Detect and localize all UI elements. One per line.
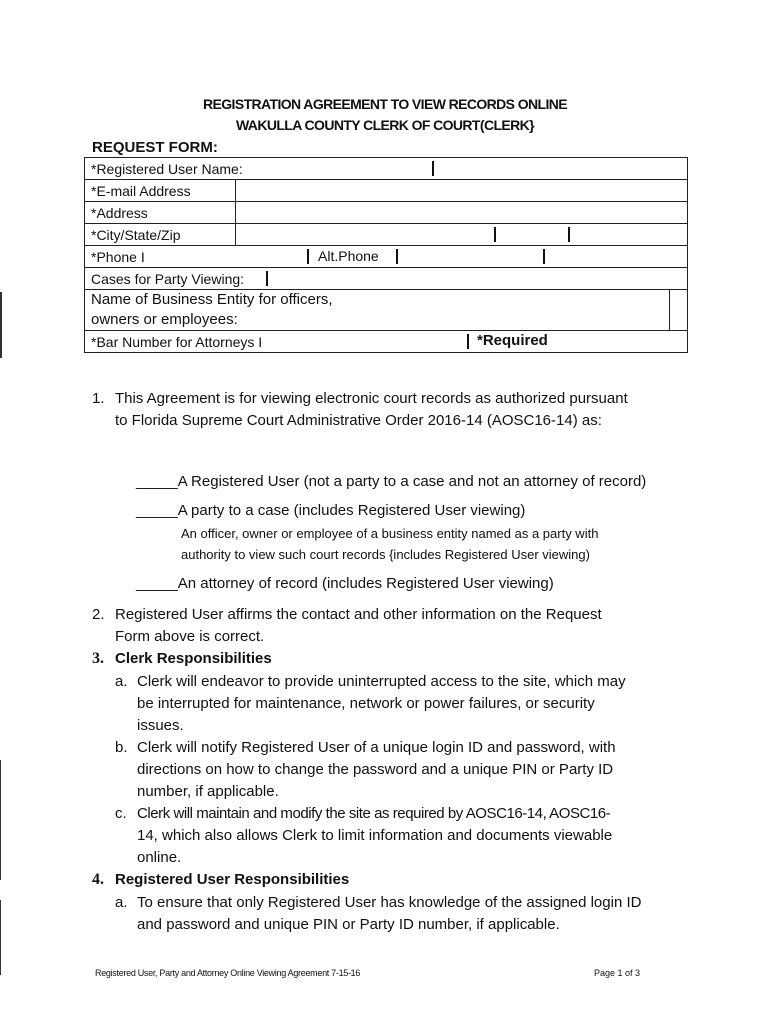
section3-number: 3. <box>92 650 104 667</box>
margin-mark <box>0 292 2 358</box>
field-separator <box>396 249 398 264</box>
address-label: *Address <box>91 204 148 221</box>
option-registered-user: _____A Registered User (not a party to a case and not an attorney of record) <box>136 473 647 490</box>
footer-page-number: Page 1 of 3 <box>594 968 641 978</box>
city-state-zip-label: *City/State/Zip <box>91 226 181 243</box>
phone-label: *Phone I <box>91 248 145 265</box>
field-separator <box>543 249 545 264</box>
section3-a-line2: be interrupted for maintenance, network or power failures, or security <box>137 695 595 712</box>
section3-a-line3: issues. <box>137 717 184 734</box>
user-name-label: *Registered User Name: <box>91 160 243 177</box>
section4-a-line1: To ensure that only Registered User has knowledge of the assigned login ID <box>137 894 642 911</box>
business-field[interactable] <box>670 290 688 331</box>
address-label-cell <box>85 202 236 224</box>
footer-document-name: Registered User, Party and Attorney Online Viewing Agreement 7-15-16 <box>95 968 361 978</box>
cases-row[interactable] <box>85 268 688 290</box>
field-separator <box>568 227 570 242</box>
address-field[interactable] <box>236 202 688 224</box>
section3-b-line1: Clerk will notify Registered User of a unique login ID and password, with <box>137 739 616 756</box>
email-label: *E-mail Address <box>91 182 191 199</box>
section3-c-label: c. <box>115 805 127 822</box>
section3-a-line1: Clerk will endeavor to provide uninterrupted access to the site, which may <box>137 673 626 690</box>
section4-heading: Registered User Responsibilities <box>115 871 350 888</box>
alt-phone-label: Alt.Phone <box>318 248 379 264</box>
bar-number-row[interactable] <box>85 331 688 353</box>
section3-heading: Clerk Responsibilities <box>115 650 272 667</box>
section3-b-line3: number, if applicable. <box>137 783 279 800</box>
user-name-row[interactable] <box>85 158 688 180</box>
required-note: *Required <box>477 332 548 349</box>
business-label-line1: Name of Business Entity for officers, <box>91 291 333 308</box>
section3-b-label: b. <box>115 739 128 756</box>
section4-a-label: a. <box>115 894 128 911</box>
section4-a-line2: and password and unique PIN or Party ID number, if applicable. <box>137 916 560 933</box>
section3-c-line1: Clerk will maintain and modify the site as required by AOSC16-14, AOSC16- <box>137 805 611 822</box>
field-separator <box>467 334 469 349</box>
business-label-cell <box>85 290 670 331</box>
city-label-cell <box>85 224 236 246</box>
field-separator <box>432 161 434 176</box>
option-party: _____A party to a case (includes Registered User viewing) <box>136 502 526 519</box>
field-separator <box>307 249 309 264</box>
section2-number: 2. <box>92 606 105 623</box>
document-title-line1: REGISTRATION AGREEMENT TO VIEW RECORDS ONLINE <box>203 96 567 112</box>
city-state-zip-field[interactable] <box>236 224 688 246</box>
section1-line2: to Florida Supreme Court Administrative Order 2016-14 (AOSC16-14) as: <box>115 412 602 429</box>
option-attorney: _____An attorney of record (includes Registered User viewing) <box>136 575 554 592</box>
document-title-line2: WAKULLA COUNTY CLERK OF COURT(CLERK} <box>235 117 535 133</box>
field-separator <box>266 271 268 286</box>
section2-line2: Form above is correct. <box>115 628 265 645</box>
section3-c-line3: online. <box>137 849 182 866</box>
business-label-line2: owners or employees: <box>91 311 238 328</box>
email-field[interactable] <box>236 180 688 202</box>
field-separator <box>494 227 496 242</box>
section3-b-line2: directions on how to change the password and a unique PIN or Party ID <box>137 761 614 778</box>
section1-line1: This Agreement is for viewing electronic court records as authorized pursuant <box>115 390 628 407</box>
section2-line1: Registered User affirms the contact and other information on the Request <box>115 606 602 623</box>
section3-a-label: a. <box>115 673 128 690</box>
phone-row[interactable] <box>85 246 688 268</box>
option-party-subtext1: An officer, owner or employee of a business entity named as a party with <box>181 526 599 541</box>
request-form-label: REQUEST FORM: <box>92 139 218 156</box>
request-form-table <box>84 157 688 353</box>
cases-label: Cases for Party Viewing: <box>91 270 245 287</box>
margin-mark <box>0 760 1 880</box>
email-label-cell <box>85 180 236 202</box>
section1-number: 1. <box>92 390 105 407</box>
section3-c-line2: 14, which also allows Clerk to limit information and documents viewable <box>137 827 613 844</box>
bar-number-label: *Bar Number for Attorneys I <box>91 333 263 350</box>
margin-mark <box>0 900 1 975</box>
section4-number: 4. <box>92 871 104 888</box>
option-party-subtext2: authority to view such court records {includes Registered User viewing) <box>181 547 590 562</box>
